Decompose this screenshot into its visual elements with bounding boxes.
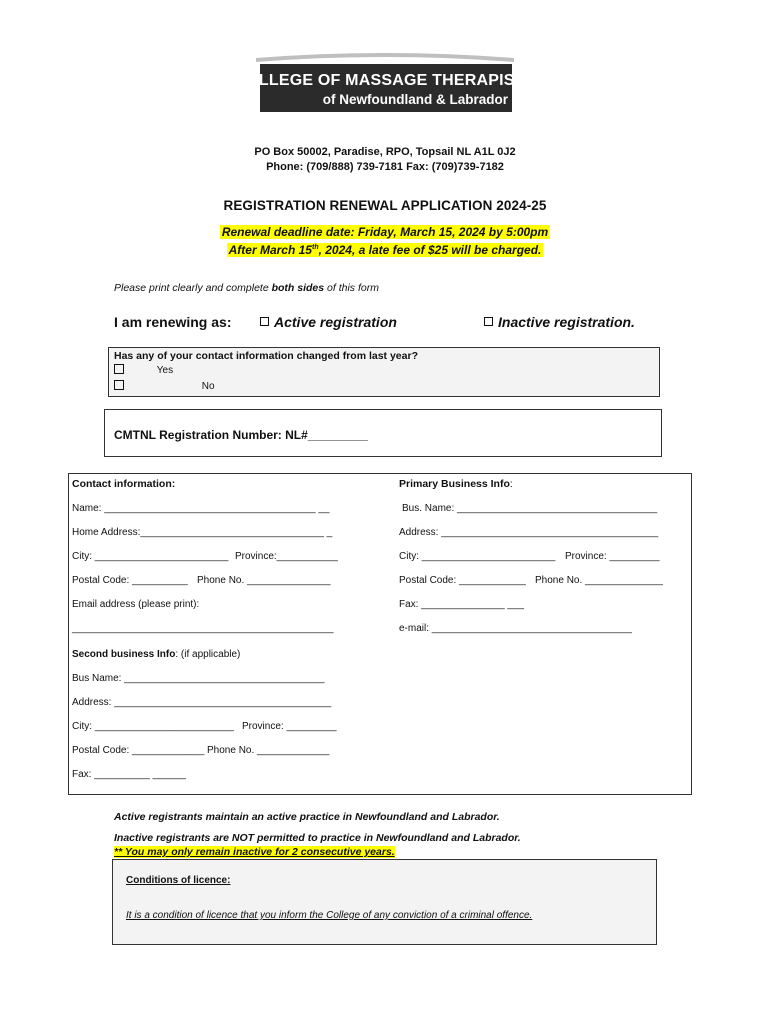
home-address-field[interactable]: Home Address:_________________________________ _ [72,527,333,538]
conditions-text: It is a condition of licence that you inform the College of any conviction of a criminal offence. [126,910,533,921]
phone-field[interactable]: Phone No. _______________ [197,575,331,586]
bus-email-field[interactable]: e-mail: ____________________________________ [399,623,632,634]
conditions-heading: Conditions of licence: [126,875,231,886]
yes-checkbox[interactable] [114,364,124,374]
instructions: Please print clearly and complete both sides of this form [114,282,379,294]
city-field[interactable]: City: ________________________ [72,551,229,562]
renewing-label: I am renewing as: [114,314,232,330]
second-city-field[interactable]: City: _________________________ [72,721,234,732]
deadline-line1: Renewal deadline date: Friday, March 15, 2024 by 5:00pm [221,225,549,239]
contact-change-question: Has any of your contact information changed from last year? [114,350,418,362]
second-address-field[interactable]: Address: _______________________________________ [72,697,332,708]
bus-city-field[interactable]: City: ________________________ [399,551,556,562]
second-fax-field[interactable]: Fax: __________ ______ [72,769,186,780]
second-business-heading: Second business Info: (if applicable) [72,649,241,660]
bus-postal-code-field[interactable]: Postal Code: ____________ [399,575,526,586]
email-label: Email address (please print): [72,599,200,610]
deadline-line2: After March 15th, 2024, a late fee of $25 will be charged. [228,243,542,257]
conditions-box [112,859,657,945]
second-province-field[interactable]: Province: _________ [242,721,337,732]
bus-address-field[interactable]: Address: _______________________________________ [399,527,659,538]
logo-line2: of Newfoundland & Labrador [322,92,508,107]
active-checkbox[interactable] [260,317,269,326]
bus-phone-field[interactable]: Phone No. ______________ [535,575,663,586]
address-line: PO Box 50002, Paradise, RPO, Topsail NL A1L 0J2 [254,146,516,158]
address-block [0,145,770,175]
name-field[interactable]: Name: ______________________________________ __ [72,503,330,514]
form-title: REGISTRATION RENEWAL APPLICATION 2024-25 [223,198,547,213]
inactive-limit-note: ** You may only remain inactive for 2 consecutive years. [114,846,395,858]
active-note: Active registrants maintain an active practice in Newfoundland and Labrador. [114,811,500,823]
logo-line1: COLLEGE OF MASSAGE THERAPISTS [234,72,536,89]
bus-name-field[interactable]: Bus. Name: ____________________________________ [402,503,658,514]
second-postal-code-field[interactable]: Postal Code: _____________ [72,745,205,756]
second-bus-name-field[interactable]: Bus Name: ____________________________________ [72,673,325,684]
second-phone-field[interactable]: Phone No. _____________ [207,745,330,756]
primary-heading: Primary Business Info: [399,478,513,490]
email-field[interactable]: _______________________________________________ [72,623,334,634]
inactive-registration-option[interactable]: Inactive registration. [484,314,635,330]
phone-line: Phone: (709/888) 739-7181 Fax: (709)739-7182 [266,161,504,173]
postal-code-field[interactable]: Postal Code: __________ [72,575,188,586]
contact-change-no[interactable]: No [114,381,215,392]
contact-heading: Contact information: [72,478,176,490]
active-registration-option[interactable]: Active registration [260,314,397,330]
province-field[interactable]: Province:___________ [235,551,338,562]
bus-fax-field[interactable]: Fax: _______________ ___ [399,599,525,610]
inactive-note: Inactive registrants are NOT permitted to practice in Newfoundland and Labrador. [114,832,521,844]
inactive-checkbox[interactable] [484,317,493,326]
registration-number-field[interactable]: CMTNL Registration Number: NL#_________ [114,428,368,442]
deadline-block [0,224,770,258]
no-checkbox[interactable] [114,380,124,390]
bus-province-field[interactable]: Province: _________ [565,551,660,562]
college-logo [234,52,536,114]
contact-change-yes[interactable]: Yes [114,365,173,376]
